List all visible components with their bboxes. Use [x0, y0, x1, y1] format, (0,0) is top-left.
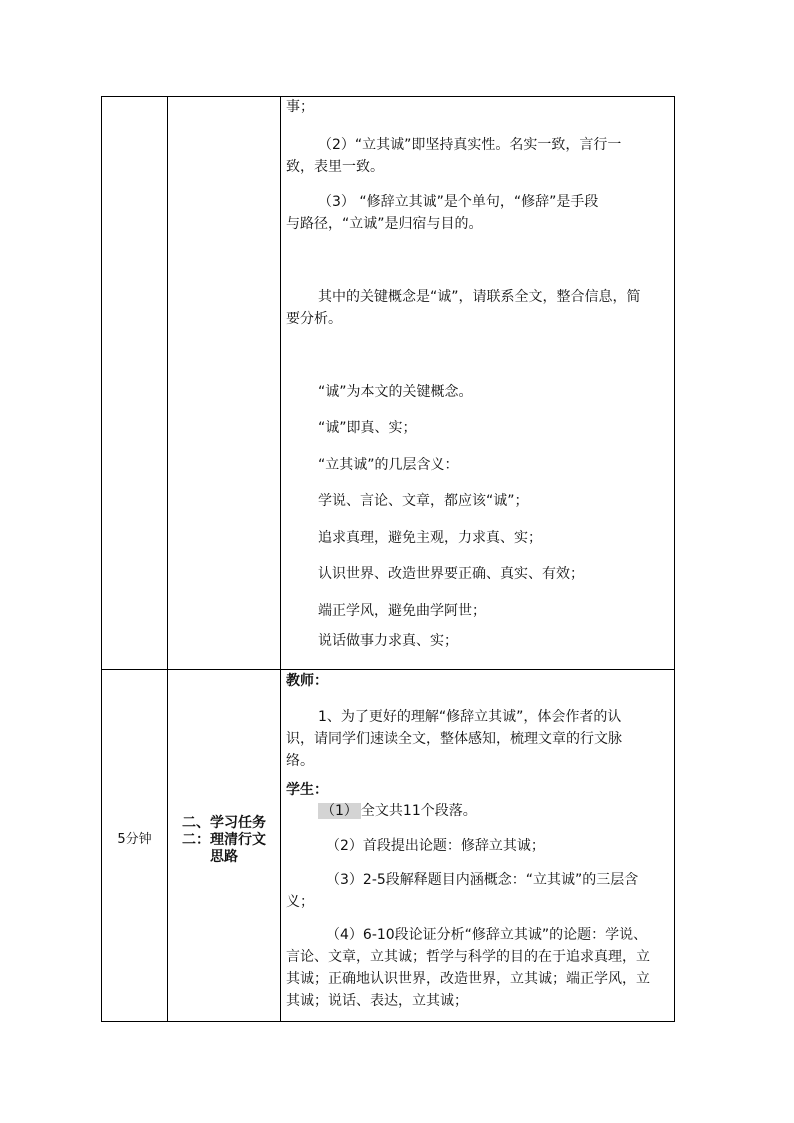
table-border-bottom — [101, 1021, 675, 1022]
task-cell — [168, 815, 280, 866]
table-border-left — [101, 96, 102, 1022]
teacher-line: 络。 — [286, 753, 314, 769]
student-line: 义； — [286, 894, 314, 910]
answer-line: 认识世界、改造世界要正确、真实、有效； — [318, 566, 584, 582]
student-line: （4）6-10段论证分析“修辞立其诚”的论题：学说、 — [326, 927, 648, 943]
answer-line: 学说、言论、文章，都应该“诚”； — [318, 493, 529, 509]
content-line: 与路径，“立诚”是归宿与目的。 — [286, 216, 483, 232]
table-border-top — [101, 96, 675, 97]
content-line: （3） “修辞立其诚”是个单句，“修辞”是手段 — [318, 194, 599, 210]
student-line — [318, 800, 477, 822]
answer-line: 追求真理，避免主观，力求真、实； — [318, 530, 542, 546]
table-border-right — [674, 96, 675, 1022]
task-prefix: 二、 — [182, 815, 210, 831]
student-line: （3）2-5段解释题目内涵概念：“立其诚”的三层含 — [326, 872, 639, 888]
question-line: 其中的关键概念是“诚”，请联系全文，整合信息，简 — [318, 289, 641, 305]
answer-line: “诚”即真、实； — [318, 420, 417, 436]
answer-line: “诚”为本文的关键概念。 — [318, 384, 473, 400]
answer-line: 端正学风，避免曲学阿世； — [318, 603, 486, 619]
task-text: 学习任务 — [210, 815, 266, 831]
table-col-divider-2 — [280, 96, 281, 1022]
student-line: 其诚；说话、表达，立其诚； — [286, 993, 468, 1009]
task-text: 理清行文 — [210, 832, 266, 848]
teacher-line: 1、为了更好的理解“修辞立其诚”，体会作者的认 — [318, 709, 622, 725]
student-line: 其诚；正确地认识世界，改造世界，立其诚；端正学风，立 — [286, 971, 650, 987]
table-row-divider — [101, 669, 675, 670]
teacher-line: 识，请同学们速读全文，整体感知，梳理文章的行文脉 — [286, 731, 622, 747]
student-label: 学生： — [286, 782, 328, 798]
question-line: 要分析。 — [286, 311, 342, 327]
student-line-text: 全文共11个段落。 — [360, 803, 477, 819]
task-prefix: 二： — [182, 832, 210, 848]
task-text: 思路 — [210, 849, 238, 865]
content-line: （2）“立其诚”即坚持真实性。名实一致，言行一 — [318, 137, 622, 153]
time-cell: 5分钟 — [117, 832, 152, 847]
highlighted-number: （1） — [318, 803, 361, 819]
student-line: （2）首段提出论题：修辞立其诚； — [326, 838, 545, 854]
student-line: 言论、文章，立其诚；哲学与科学的目的在于追求真理，立 — [286, 949, 650, 965]
content-line: 致，表里一致。 — [286, 159, 384, 175]
content-line: 事； — [286, 99, 314, 115]
answer-line: “立其诚”的几层含义： — [318, 457, 459, 473]
teacher-label: 教师： — [286, 673, 328, 689]
table-col-divider-1 — [167, 96, 168, 1022]
answer-line: 说话做事力求真、实； — [318, 633, 458, 649]
